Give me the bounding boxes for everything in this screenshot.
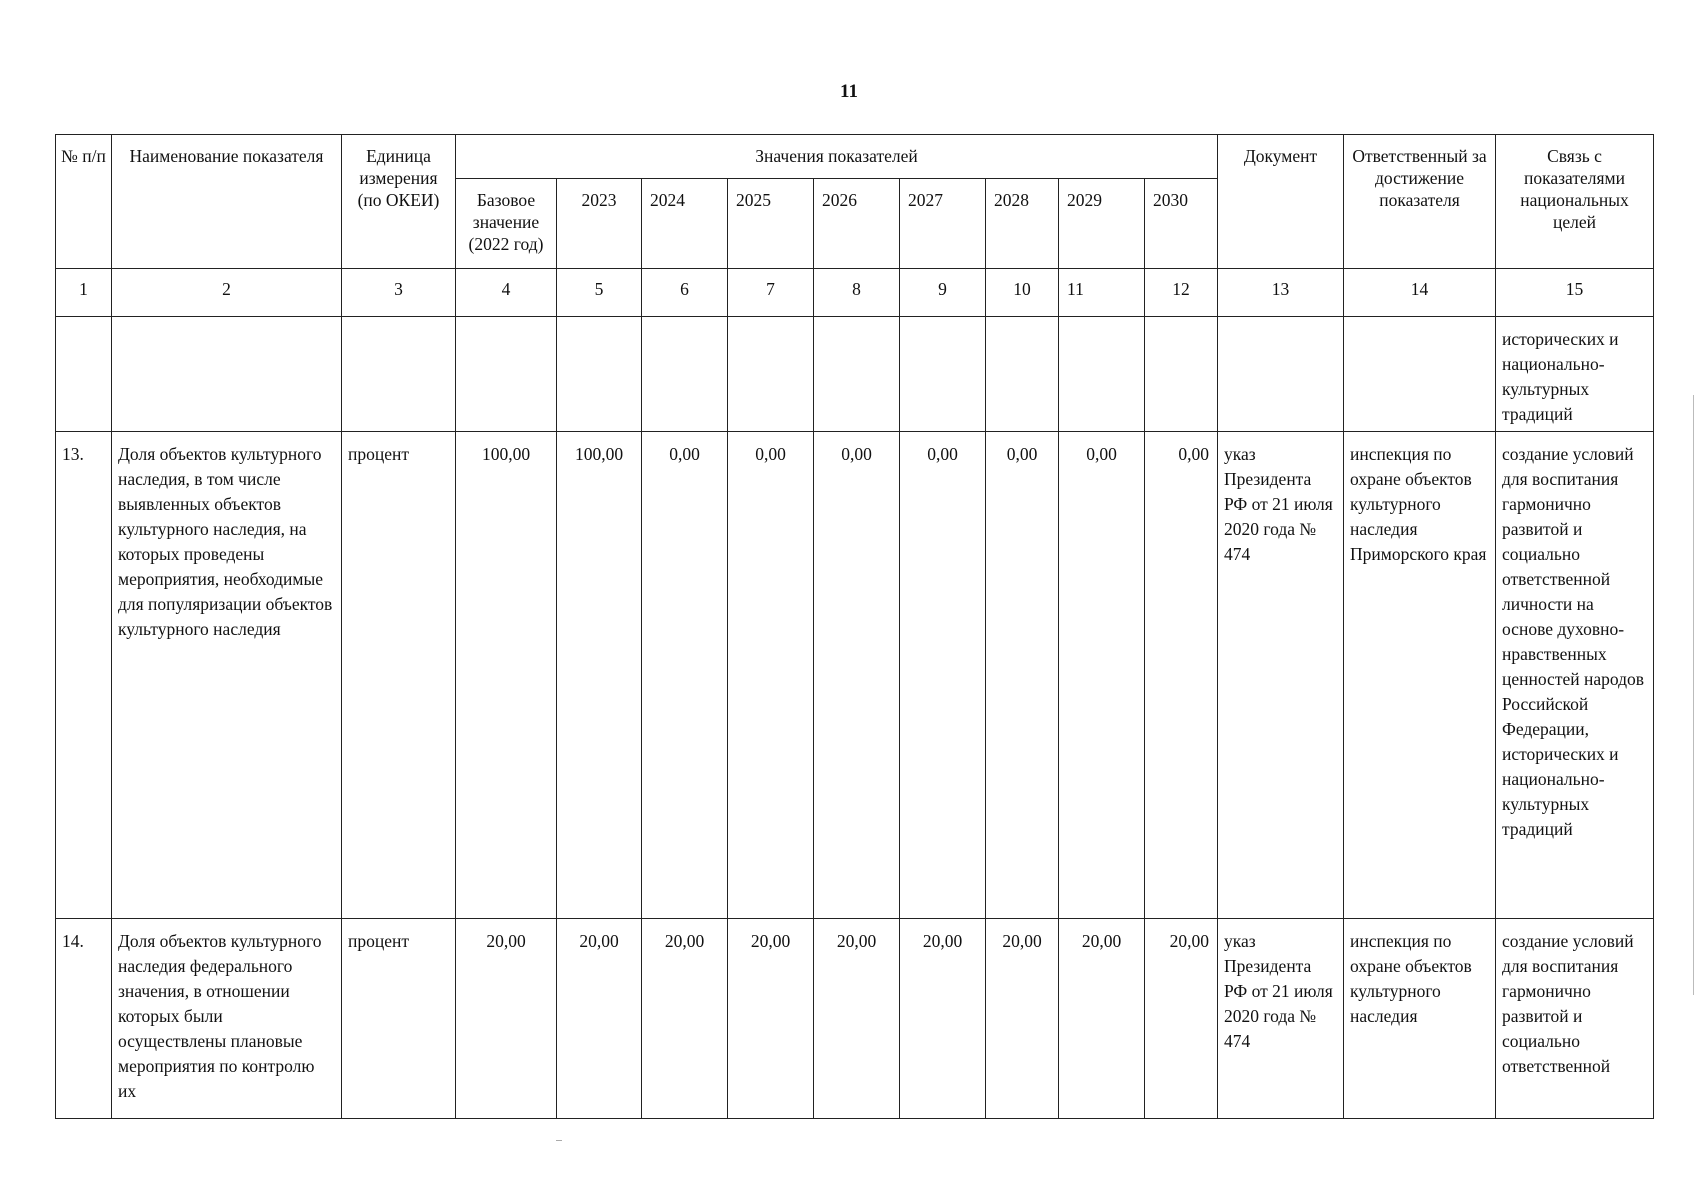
header-responsible: Ответственный за достижение показателя (1344, 135, 1496, 269)
year-value: 20,00 (900, 919, 986, 1119)
year-value: 20,00 (986, 919, 1059, 1119)
column-number: 13 (1218, 269, 1344, 317)
column-number: 4 (456, 269, 557, 317)
column-number: 12 (1145, 269, 1218, 317)
header-year: 2024 (642, 179, 728, 269)
year-value: 0,00 (728, 432, 814, 919)
link-cell: создание условий для воспитания гармонично развитой и социально ответственной (1496, 919, 1654, 1119)
empty-cell (900, 317, 986, 432)
year-value: 20,00 (557, 919, 642, 1119)
link-cell: исторических и национально-культурных традиций (1496, 317, 1654, 432)
header-year: 2028 (986, 179, 1059, 269)
year-value: 0,00 (986, 432, 1059, 919)
continuation-row (56, 317, 1654, 432)
header-unit: Единица измерения (по ОКЕИ) (342, 135, 456, 269)
base-value: 20,00 (456, 919, 557, 1119)
empty-cell (56, 317, 112, 432)
scan-edge-line (1693, 395, 1694, 995)
empty-cell (814, 317, 900, 432)
year-value: 0,00 (642, 432, 728, 919)
header-year: 2030 (1145, 179, 1218, 269)
year-value: 0,00 (900, 432, 986, 919)
header-year: 2027 (900, 179, 986, 269)
year-value: 20,00 (1059, 919, 1145, 1119)
empty-cell (986, 317, 1059, 432)
column-number-row (56, 269, 1654, 317)
column-number: 2 (112, 269, 342, 317)
header-num: № п/п (56, 135, 112, 269)
column-number: 15 (1496, 269, 1654, 317)
column-number: 1 (56, 269, 112, 317)
header-name: Наименование показателя (112, 135, 342, 269)
empty-cell (1145, 317, 1218, 432)
header-link: Связь с показателями национальных целей (1496, 135, 1654, 269)
empty-cell (112, 317, 342, 432)
column-number: 14 (1344, 269, 1496, 317)
scan-speck (556, 1140, 562, 1141)
header-year: 2029 (1059, 179, 1145, 269)
empty-cell (1218, 317, 1344, 432)
year-value: 100,00 (557, 432, 642, 919)
indicator-name: Доля объектов культурного наследия, в том числе выявленных объектов культурного наследия, на которых проведены мероприятия, необходимые для популяризации объектов культурного наследия (112, 432, 342, 919)
header-document: Документ (1218, 135, 1344, 269)
header-year: 2023 (557, 179, 642, 269)
page-number: 11 (840, 81, 858, 102)
column-number: 3 (342, 269, 456, 317)
empty-cell (456, 317, 557, 432)
table-row (56, 432, 1654, 919)
indicator-name: Доля объектов культурного наследия федерального значения, в отношении которых были осуществлены плановые мероприятия по контролю их (112, 919, 342, 1119)
empty-cell (1344, 317, 1496, 432)
column-number: 5 (557, 269, 642, 317)
document-cell: указ Президента РФ от 21 июля 2020 года № 474 (1218, 919, 1344, 1119)
column-number: 6 (642, 269, 728, 317)
header-values: Значения показателей (456, 135, 1218, 179)
base-value: 100,00 (456, 432, 557, 919)
responsible-cell: инспекция по охране объектов культурного наследия Приморского края (1344, 432, 1496, 919)
year-value: 0,00 (1145, 432, 1218, 919)
unit-cell: процент (342, 919, 456, 1119)
row-num: 14. (56, 919, 112, 1119)
responsible-cell: инспекция по охране объектов культурного наследия (1344, 919, 1496, 1119)
header-base: Базовое значение (2022 год) (456, 179, 557, 269)
header-row (56, 135, 1654, 179)
empty-cell (728, 317, 814, 432)
year-value: 20,00 (728, 919, 814, 1119)
empty-cell (342, 317, 456, 432)
year-value: 20,00 (1145, 919, 1218, 1119)
empty-cell (1059, 317, 1145, 432)
year-value: 0,00 (814, 432, 900, 919)
link-cell: создание условий для воспитания гармонично развитой и социально ответственной личности на основе духовно-нравственных ценностей народов Российской Федерации, исторических и национально-культурных традиций (1496, 432, 1654, 919)
document-cell: указ Президента РФ от 21 июля 2020 года № 474 (1218, 432, 1344, 919)
column-number: 11 (1059, 269, 1145, 317)
column-number: 9 (900, 269, 986, 317)
year-value: 20,00 (814, 919, 900, 1119)
year-value: 0,00 (1059, 432, 1145, 919)
row-num: 13. (56, 432, 112, 919)
column-number: 10 (986, 269, 1059, 317)
empty-cell (557, 317, 642, 432)
column-number: 7 (728, 269, 814, 317)
header-year: 2026 (814, 179, 900, 269)
column-number: 8 (814, 269, 900, 317)
year-value: 20,00 (642, 919, 728, 1119)
indicators-table (55, 134, 1654, 1119)
empty-cell (642, 317, 728, 432)
header-year: 2025 (728, 179, 814, 269)
unit-cell: процент (342, 432, 456, 919)
table-row (56, 919, 1654, 1119)
